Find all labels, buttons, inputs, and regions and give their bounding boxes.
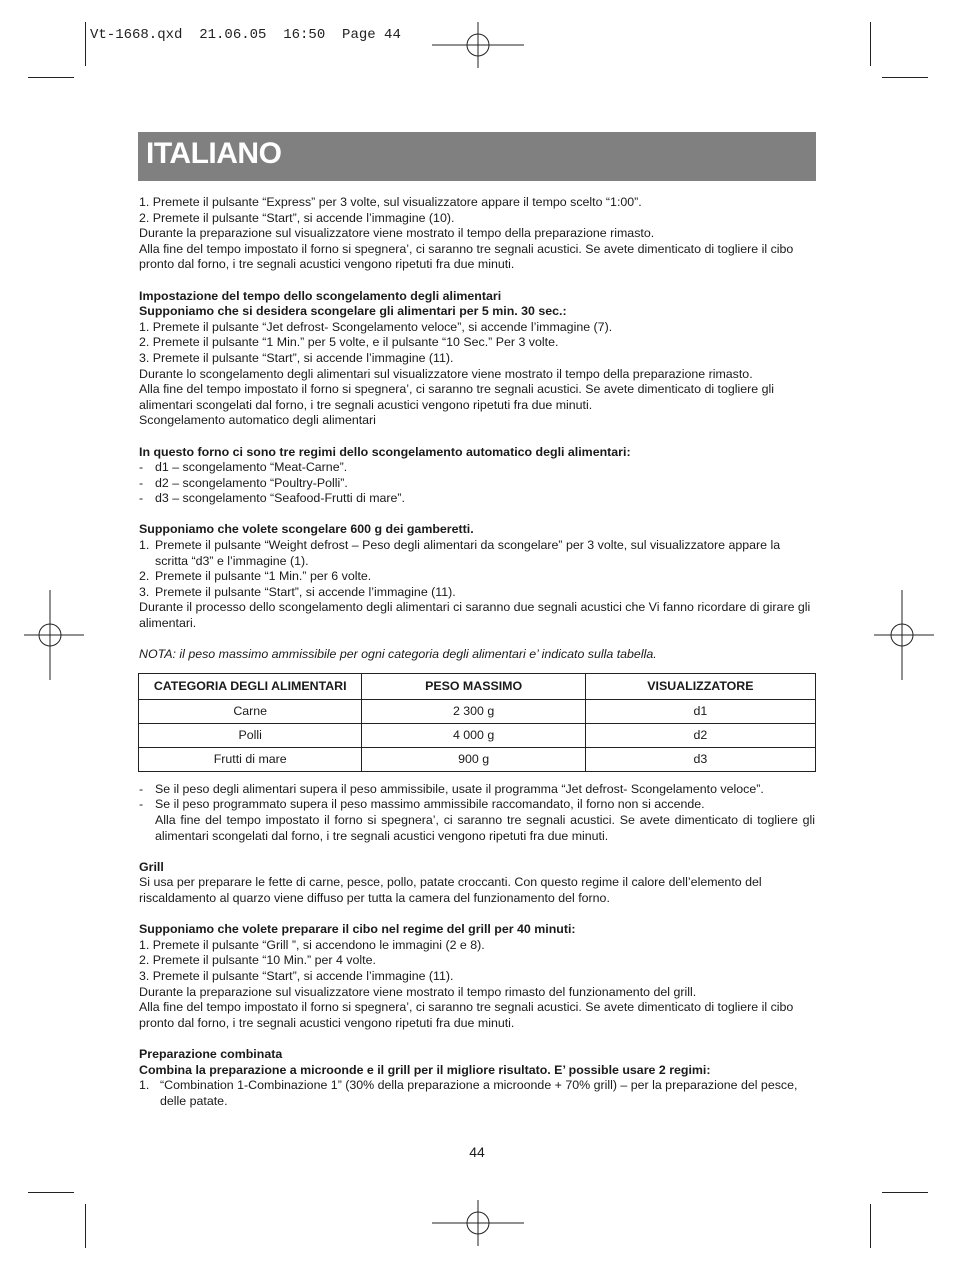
- list-item: - Se il peso programmato supera il peso massimo ammissibile raccomandato, il forno non si accende.: [139, 797, 705, 812]
- section-subheading: Supponiamo che si desidera scongelare gli alimentari per 5 min. 30 sec.:: [139, 304, 567, 319]
- paragraph: Durante la preparazione sul visualizzatore viene mostrato il tempo rimasto del funzionamento del grill.: [139, 984, 697, 999]
- list-item: 1. “Combination 1-Combinazione 1” (30% della preparazione a microonde + 70% grill) – per la preparazione del pesce, delle patate.: [139, 1078, 798, 1108]
- section-heading: Preparazione combinata: [139, 1046, 283, 1061]
- note: NOTA: il peso massimo ammissibile per ogni categoria degli alimentari e’ indicato sulla tabella.: [139, 647, 657, 662]
- paragraph: Alla fine del tempo impostato il forno si spegnera’, ci saranno tre segnali acustici. Se avete dimenticato di togliere gli alimentari scongelati dal forno, i tre segnali acustici vengono ripetuti fra due minuti.: [155, 813, 815, 843]
- crop-mark: [85, 22, 86, 66]
- crop-mark: [870, 22, 871, 66]
- step-line: 2. Premete il pulsante “1 Min.” per 5 volte, e il pulsante “10 Sec.” Per 3 volte.: [139, 335, 559, 350]
- section-subheading: Combina la preparazione a microonde e il grill per il migliore risultato. E’ possible usare 2 regimi:: [139, 1062, 711, 1077]
- table-header: CATEGORIA DEGLI ALIMENTARI: [139, 673, 362, 699]
- table-header-row: [139, 673, 816, 699]
- print-slug: Vt-1668.qxd 21.06.05 16:50 Page 44: [90, 27, 401, 43]
- paragraph: Durante il processo dello scongelamento degli alimentari ci saranno due segnali acustici che Vi fanno ricordare di girare gli alimentari.: [139, 600, 811, 631]
- paragraph: Alla fine del tempo impostato il forno si spegnera’, ci saranno tre segnali acustici. Se avete dimenticato di togliere il cibo pronto dal forno, i tre segnali acustici vengono ripetuti fra due minuti.: [139, 241, 794, 272]
- table-cell: 900 g: [362, 747, 585, 771]
- list-item: 3. Premete il pulsante “Start”, si accende l’immagine (11).: [139, 584, 456, 599]
- paragraph: Durante lo scongelamento degli alimentari sul visualizzatore viene mostrato il tempo della preparazione rimasto.: [139, 366, 753, 381]
- table-cell: 2 300 g: [362, 699, 585, 723]
- page-content: [139, 195, 815, 1109]
- section-heading: Supponiamo che volete preparare il cibo nel regime del grill per 40 minuti:: [139, 922, 576, 937]
- crop-mark: [28, 77, 74, 78]
- paragraph: Scongelamento automatico degli alimentari: [139, 413, 376, 428]
- registration-mark-top: [432, 22, 524, 68]
- table-header: VISUALIZZATORE: [585, 673, 815, 699]
- crop-mark: [882, 1192, 928, 1193]
- list-item: - d3 – scongelamento “Seafood-Frutti di mare”.: [139, 491, 406, 506]
- section-heading: Supponiamo che volete scongelare 600 g dei gamberetti.: [139, 522, 474, 537]
- page-number: 44: [469, 1144, 485, 1160]
- table-row: [139, 699, 816, 723]
- step-line: 2. Premete il pulsante “Start”, si accende l’immagine (10).: [139, 210, 455, 225]
- crop-mark: [28, 1192, 74, 1193]
- list-item: - Se il peso degli alimentari supera il peso ammissibile, usate il programma “Jet defrost- Scongelamento veloce”.: [139, 781, 764, 796]
- paragraph: Durante la preparazione sul visualizzatore viene mostrato il tempo della preparazione rimasto.: [139, 226, 655, 241]
- section-heading: Impostazione del tempo dello scongelamento degli alimentari: [139, 288, 502, 303]
- crop-mark: [870, 1204, 871, 1248]
- list-item: 1. Premete il pulsante “Weight defrost – Peso degli alimentari da scongelare” per 3 volte, sul visualizzatore appare la scritta “d3” e l’immagine (1).: [139, 538, 781, 568]
- list-item: - d1 – scongelamento “Meat-Carne”.: [139, 460, 348, 475]
- step-line: 3. Premete il pulsante “Start”, si accende l’immagine (11).: [139, 968, 454, 983]
- registration-mark-bottom: [432, 1200, 524, 1246]
- table-cell: Polli: [139, 723, 362, 747]
- table-cell: Frutti di mare: [139, 747, 362, 771]
- crop-mark: [85, 1204, 86, 1248]
- table-cell: d1: [585, 699, 815, 723]
- table-cell: d2: [585, 723, 815, 747]
- list-item: 2. Premete il pulsante “1 Min.” per 6 volte.: [139, 569, 372, 584]
- step-line: 1. Premete il pulsante “Jet defrost- Scongelamento veloce”, si accende l’immagine (7).: [139, 319, 613, 334]
- table-row: [139, 747, 816, 771]
- section-banner: [138, 132, 816, 181]
- registration-mark-right: [874, 590, 934, 680]
- step-line: 3. Premete il pulsante “Start”, si accende l’immagine (11).: [139, 350, 454, 365]
- registration-mark-left: [24, 590, 84, 680]
- section-title: ITALIANO: [146, 137, 282, 170]
- paragraph: Alla fine del tempo impostato il forno si spegnera’, ci saranno tre segnali acustici. Se avete dimenticato di togliere il cibo pronto dal forno, i tre segnali acustici vengono ripetuti fra due minuti.: [139, 1000, 794, 1030]
- table-cell: Carne: [139, 699, 362, 723]
- step-line: 1. Premete il pulsante “Grill ”, si accendono le immagini (2 e 8).: [139, 937, 485, 952]
- crop-mark: [882, 77, 928, 78]
- table-row: [139, 723, 816, 747]
- list-item: - d2 – scongelamento “Poultry-Polli”.: [139, 475, 348, 490]
- section-heading: Grill: [139, 859, 164, 874]
- step-line: 1. Premete il pulsante “Express” per 3 volte, sul visualizzatore appare il tempo scelto “1:00”.: [139, 195, 642, 209]
- paragraph: Si usa per preparare le fette di carne, pesce, pollo, patate croccanti. Con questo regime il calore dell’elemento del riscaldamento al quarzo viene diffuso per tutta la camera del funzionamento del forno.: [139, 875, 762, 905]
- table-cell: 4 000 g: [362, 723, 585, 747]
- section-heading: In questo forno ci sono tre regimi dello scongelamento automatico degli alimentari:: [139, 444, 631, 459]
- step-line: 2. Premete il pulsante “10 Min.” per 4 volte.: [139, 953, 376, 968]
- table-header: PESO MASSIMO: [362, 673, 585, 699]
- paragraph: Alla fine del tempo impostato il forno si spegnera’, ci saranno tre segnali acustici. Se avete dimenticato di togliere gli alimentari scongelati dal forno, i tre segnali acustici vengono ripetuti fra due minuti.: [139, 382, 775, 412]
- weight-table: [138, 673, 816, 772]
- table-cell: d3: [585, 747, 815, 771]
